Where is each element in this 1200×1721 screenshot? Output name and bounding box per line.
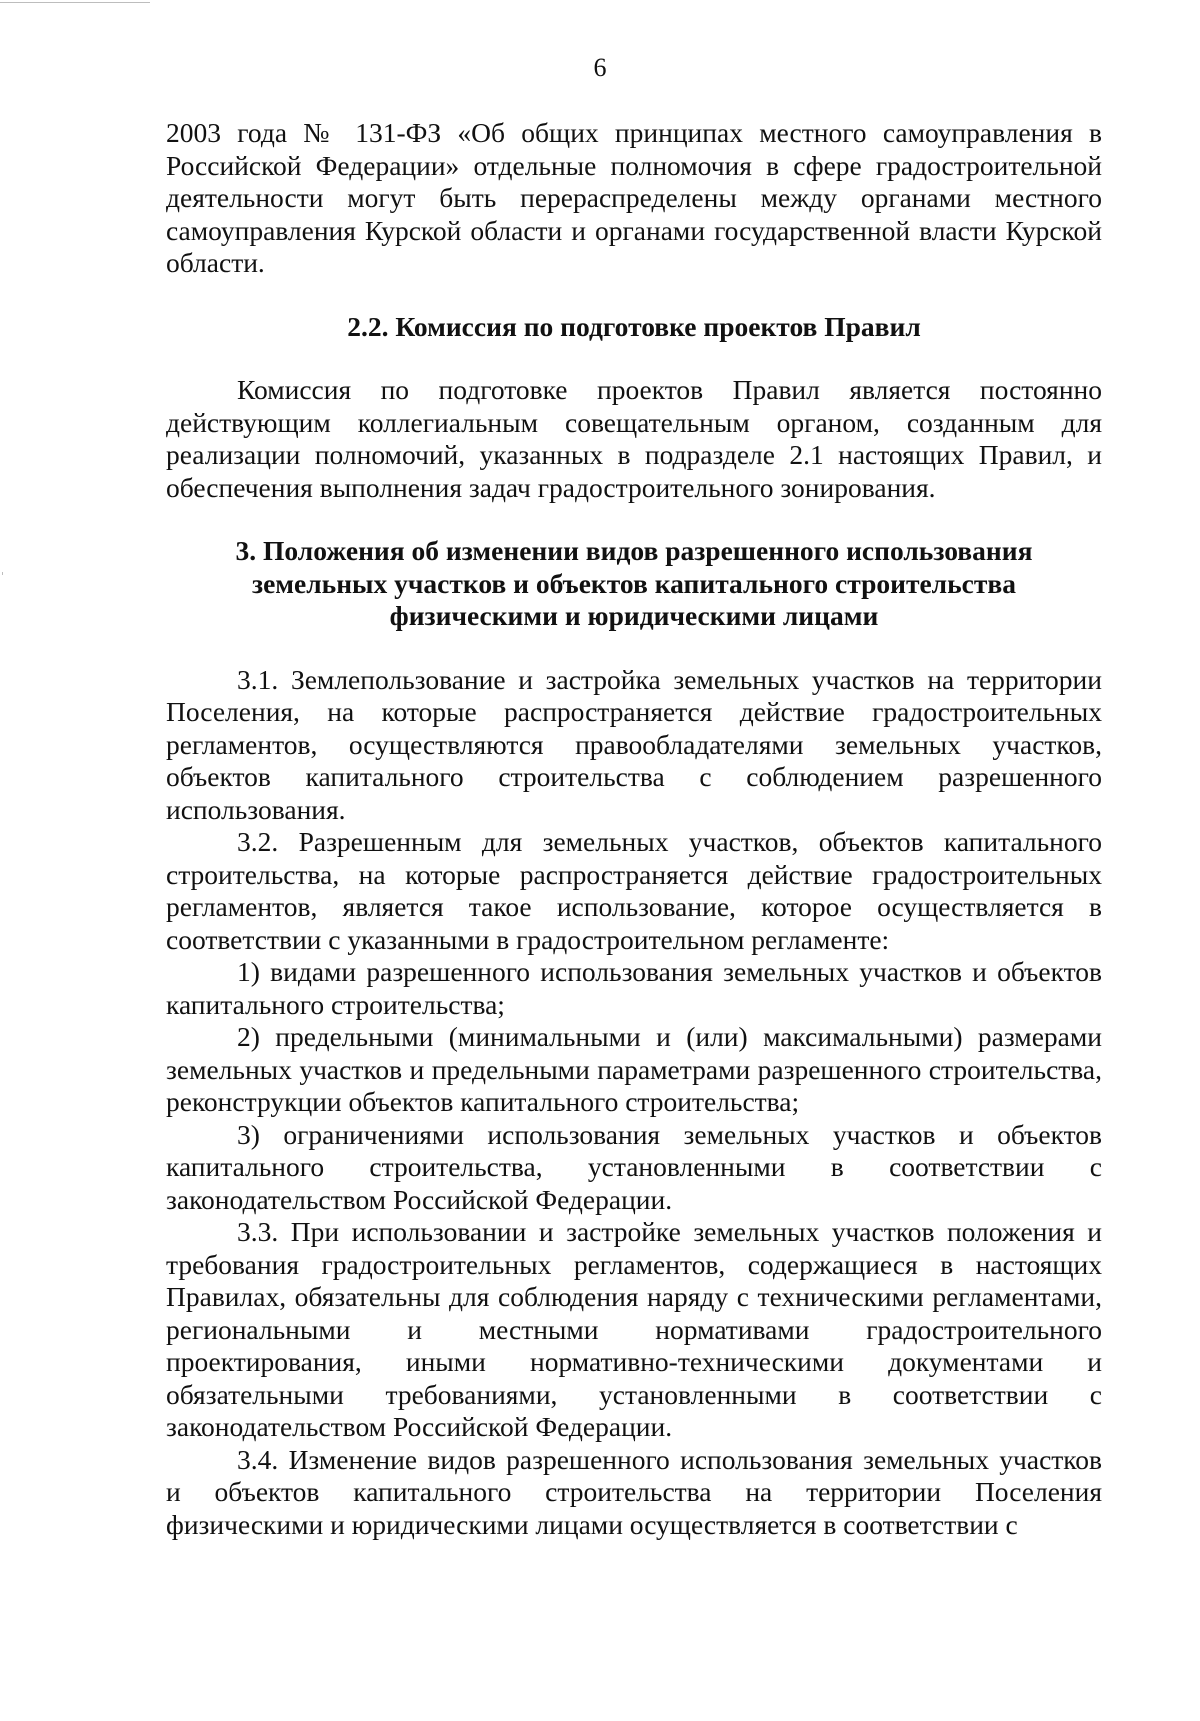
scan-mark-left bbox=[2, 572, 3, 575]
page-number: 6 bbox=[593, 53, 607, 82]
spacer bbox=[166, 504, 1102, 535]
paragraph-3-4: 3.4. Изменение видов разрешенного использования земельных участков и объектов капитального строительства на территории Поселения физическими и юридическими лицами осуществляется в соответствии с bbox=[166, 1443, 1102, 1540]
paragraph-law-reference: 2003 года № 131-ФЗ «Об общих принципах местного самоуправления в Российской Федерации» отдельные полномочия в сфере градостроительной деятельности могут быть перераспределены между органами местного самоуправления Курской области и органами государственной власти Курской области. bbox=[166, 117, 1102, 278]
scan-mark-top-left bbox=[0, 2, 150, 3]
list-item-3: 3) ограничениями использования земельных участков и объектов капитального строительства, установленными в соответствии с законодательством Российской Федерации. bbox=[166, 1118, 1102, 1215]
paragraph-commission: Комиссия по подготовке проектов Правил является постоянно действующим коллегиальным совещательным органом, созданным для реализации полномочий, указанных в подразделе 2.1 настоящих Правил, и обеспечения выполнения задач градостроительного зонирования. bbox=[166, 374, 1102, 503]
list-item-1: 1) видами разрешенного использования земельных участков и объектов капитального строительства; bbox=[166, 956, 1102, 1020]
paragraph-3-2: 3.2. Разрешенным для земельных участков, объектов капитального строительства, на которые распространяется действие градостроительных регламентов, является такое использование, которое осуществляется в соответствии с указанными в градостроительном регламенте: bbox=[166, 826, 1102, 955]
spacer bbox=[166, 343, 1102, 374]
section-heading-2-2: 2.2. Комиссия по подготовке проектов Правил bbox=[347, 310, 921, 342]
spacer bbox=[166, 280, 1102, 311]
spacer bbox=[166, 633, 1102, 664]
document-body bbox=[166, 117, 1102, 1541]
paragraph-3-1: 3.1. Землепользование и застройка земельных участков на территории Поселения, на которые распространяется действие градостроительных регламентов, осуществляются правообладателями земельных участков, объектов капитального строительства с соблюдением разрешенного использования. bbox=[166, 663, 1102, 825]
paragraph-3-3: 3.3. При использовании и застройке земельных участков положения и требования градостроительных регламентов, содержащиеся в настоящих Правилах, обязательны для соблюдения наряду с техническими регламентами, региональными и местными нормативами градостроительного проектирования, иными нормативно-техническими документами и обязательными требованиями, установленными в соответствии с законодательством Российской Федерации. bbox=[166, 1216, 1102, 1442]
section-heading-3: 3. Положения об изменении видов разрешенного использования земельных участков и объектов капитального строительства физическими и юридическими лицами bbox=[235, 535, 1033, 631]
list-item-2: 2) предельными (минимальными и (или) максимальными) размерами земельных участков и предельными параметрами разрешенного строительства, реконструкции объектов капитального строительства; bbox=[166, 1021, 1102, 1117]
